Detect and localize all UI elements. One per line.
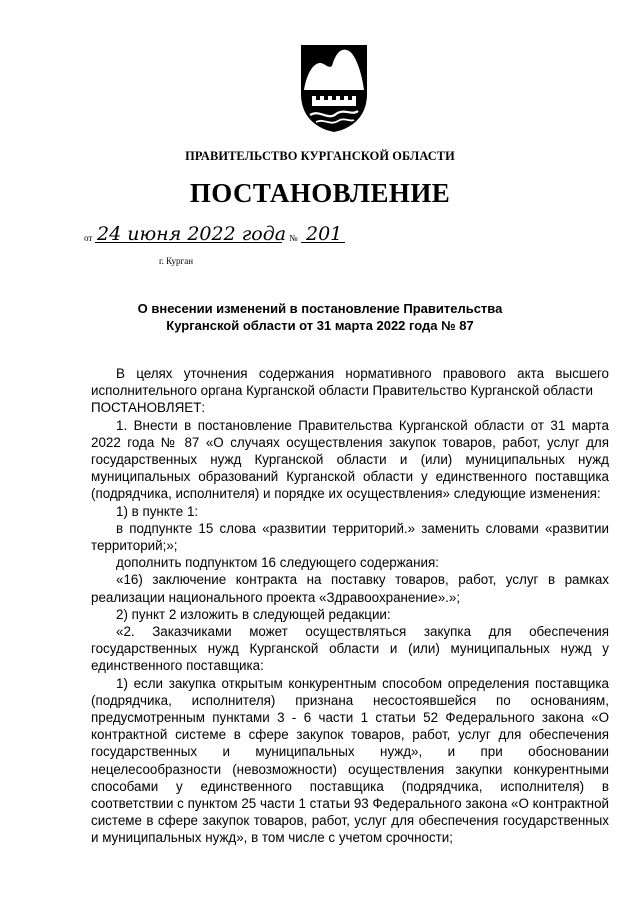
title-line-2: Курганской области от 31 марта 2022 года № 87 [166,318,474,333]
coat-of-arms-emblem [298,42,370,134]
date-number-line [84,222,384,252]
paragraph-clause-2-1: 1) если закупка открытым конкурентным способом определения поставщика (подрядчика, исполнителя) признана несостоявшейся по основаниям, предусмотренным пунктами 3 - 6 части 1 статьи 52 Федерального закона «О контрактной системе в сфере закупок товаров, работ, услуг для обеспечения государственных и муниципальных нужд», и при обосновании нецелесообразности (невозможности) осуществления закупки конкурентными способами у единственного поставщика (подрядчика, исполнителя) в соответствии с пунктом 25 части 1 статьи 93 Федерального закона «О контрактной системе в сфере закупок товаров, работ, услуг для обеспечения государственных и муниципальных нужд», в том числе с учетом срочности; [91,675,609,846]
handwritten-date: 24 июня 2022 года [97,223,287,245]
title-line-1: О внесении изменений в постановление Правительства [137,301,503,316]
handwritten-number: 201 [306,223,343,245]
document-type: ПОСТАНОВЛЕНИЕ [189,178,451,208]
paragraph-item-2: 2) пункт 2 изложить в следующей редакции: [116,606,391,622]
paragraph-sub-15: в подпункте 15 слова «развитии территорий.» заменить словами «развитии территорий;»; [91,520,609,554]
document-title [0,300,640,334]
paragraph-decree-word: ПОСТАНОВЛЯЕТ: [91,400,206,416]
paragraph-clause-2: «2. Заказчиками может осуществляться закупка для обеспечения государственных нужд Курганской области и (или) муниципальных нужд у единственного поставщика: [91,624,609,674]
paragraph-text-16: «16) заключение контракта на поставку товаров, работ, услуг в рамках реализации национального проекта «Здравоохранение».»; [91,572,609,605]
paragraph-preamble: В целях уточнения содержания нормативного правового акта высшего исполнительного органа Курганской области Правительство Курганской области [91,366,609,399]
paragraph-sub-1: 1) в пункте 1: [116,503,199,519]
document-body [91,365,609,847]
government-name: ПРАВИТЕЛЬСТВО КУРГАНСКОЙ ОБЛАСТИ [185,149,455,163]
number-prefix: № [289,233,298,243]
date-prefix: от [84,233,93,243]
paragraph-add-16: дополнить подпунктом 16 следующего содержания: [116,555,439,571]
paragraph-item-1: 1. Внести в постановление Правительства Курганской области от 31 марта 2022 года № 87 «О случаях осуществления закупок товаров, работ, услуг для государственных нужд Курганской области и (или) муниципальных нужд муниципальных образований Курганской области у единственного поставщика (подрядчика, исполнителя) и порядке их осуществления» следующие изменения: [91,417,609,502]
city-label: г. Курган [159,256,194,266]
